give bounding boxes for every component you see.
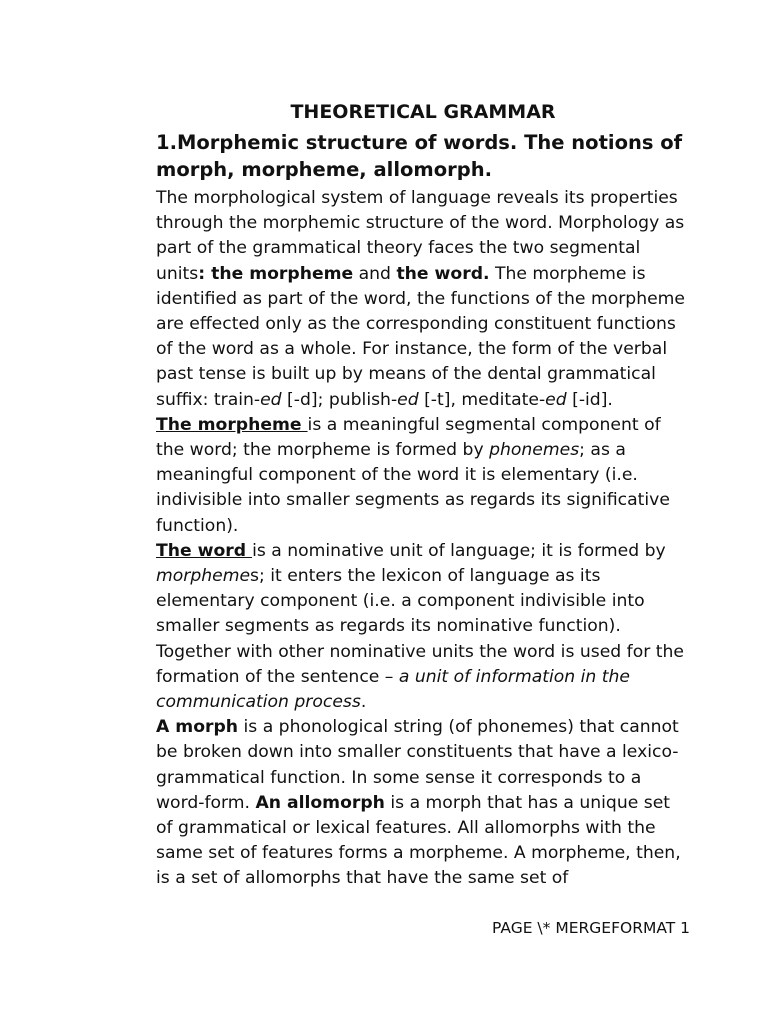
bold-term-morph: A morph bbox=[156, 717, 239, 738]
paragraph-morph-allomorph bbox=[156, 715, 690, 891]
italic-suffix: ed bbox=[545, 389, 567, 410]
paragraph-morpheme-definition bbox=[156, 413, 690, 539]
section-heading: 1.Morphemic structure of words. The notions of morph, morpheme, allomorph. bbox=[156, 131, 683, 181]
text-run: and bbox=[353, 263, 397, 284]
italic-term: phonemes bbox=[489, 440, 580, 461]
document-title: THEORETICAL GRAMMAR bbox=[290, 101, 556, 123]
text-run: [-id]. bbox=[566, 389, 613, 410]
text-run: is a nominative unit of language; it is formed by bbox=[252, 540, 666, 561]
text-run: [-t], meditate- bbox=[418, 389, 546, 410]
italic-suffix: ed bbox=[397, 389, 419, 410]
italic-term: morpheme bbox=[156, 566, 251, 587]
bold-term-morpheme: : the morpheme bbox=[198, 263, 354, 284]
text-run: ; as a meaningful component of the word it is elementary (i.e. indivisible into smaller segments as regards its significative function). bbox=[156, 440, 670, 536]
italic-suffix: ed bbox=[260, 389, 282, 410]
underlined-term-morpheme: The morpheme bbox=[156, 414, 308, 435]
italic-phrase: a unit of information in the communication process bbox=[156, 666, 630, 713]
text-run: The morphological system of language reveals its properties through the morphemic structure of the word. Morphology as part of the grammatical theory faces the two segmental units bbox=[156, 188, 685, 284]
text-run: . bbox=[360, 692, 367, 713]
text-run: is a meaningful segmental component of the word; the morpheme is formed by bbox=[156, 414, 661, 461]
body-text bbox=[156, 186, 690, 892]
text-run: s; it enters the lexicon of language as its elementary component (i.e. a component indivisible into smaller segments as regards its nominative function). Together with other nominative units the word is used for the formation of the sentence – bbox=[156, 566, 684, 687]
text-run: is a phonological string (of phonemes) that cannot be broken down into smaller constituents that have a lexico-grammatical function. In some sense it corresponds to a word-form. bbox=[156, 717, 679, 813]
text-run: [-d]; publish- bbox=[281, 389, 398, 410]
bold-term-allomorph: An allomorph bbox=[255, 792, 385, 813]
paragraph-word-definition bbox=[156, 539, 690, 715]
page-number-field: PAGE \* MERGEFORMAT 1 bbox=[492, 919, 690, 937]
paragraph-morphology-intro bbox=[156, 186, 690, 413]
underlined-term-word: The word bbox=[156, 540, 253, 561]
bold-term-word: the word. bbox=[396, 263, 490, 284]
text-run: The morpheme is identified as part of the word, the functions of the morpheme are effected only as the corresponding constituent functions of the word as a whole. For instance, the form of the verbal past tense is built up by means of the dental grammatical suffix: train- bbox=[156, 263, 685, 410]
text-run: is a morph that has a unique set of grammatical or lexical features. All allomorphs with the same set of features forms a morpheme. A morpheme, then, is a set of allomorphs that have the same set of bbox=[156, 792, 681, 889]
